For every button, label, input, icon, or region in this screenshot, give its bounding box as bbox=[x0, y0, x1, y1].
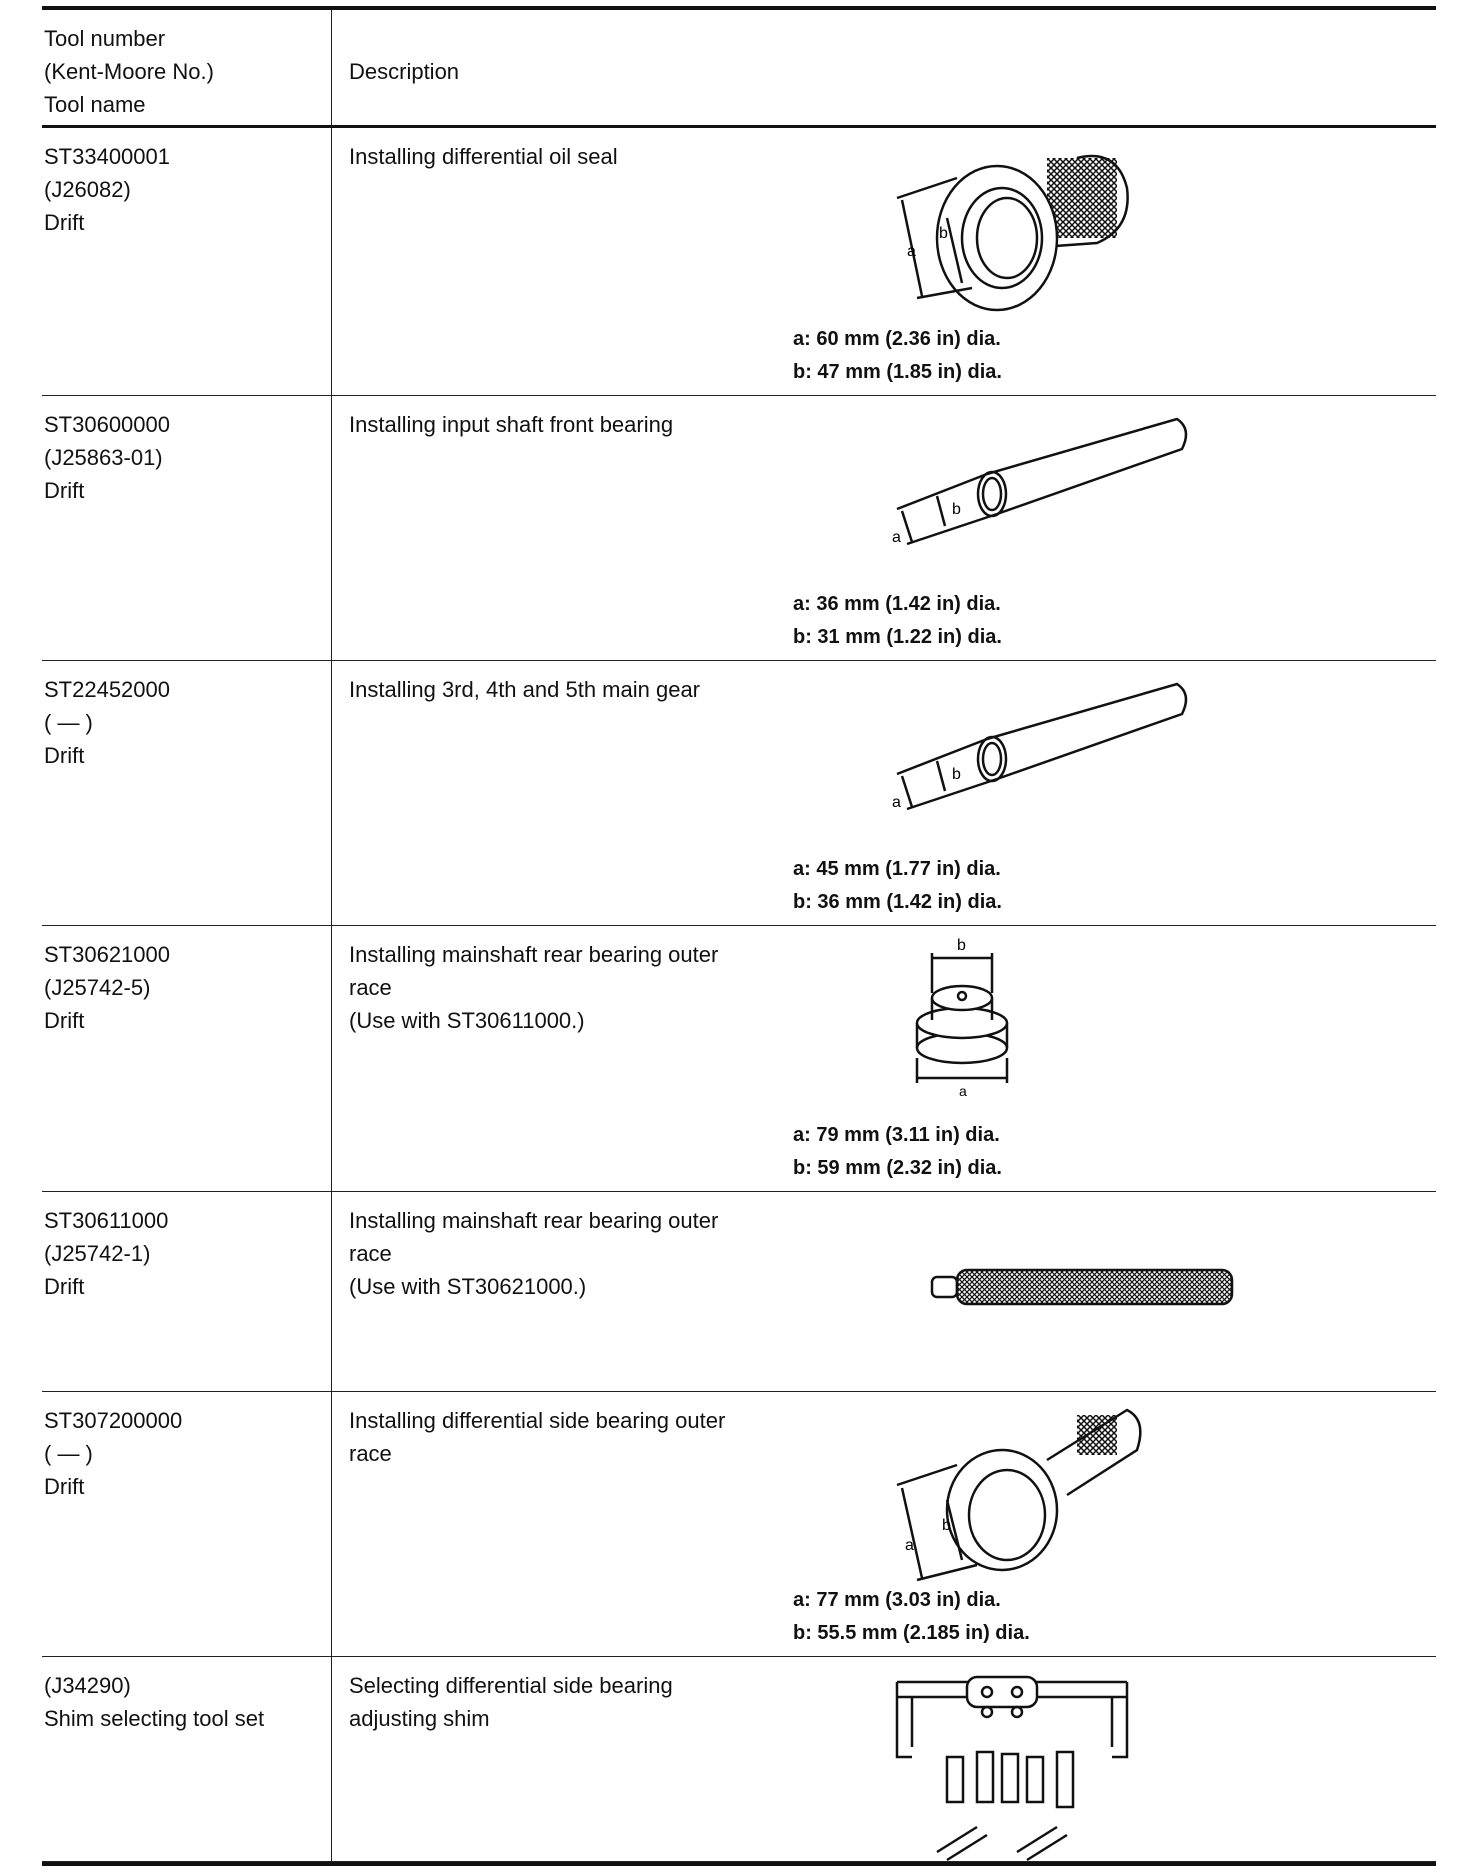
dimension-line: a: 45 mm (1.77 in) dia. bbox=[793, 858, 1001, 880]
tool-name: Drift bbox=[44, 1008, 85, 1033]
dimensions bbox=[793, 1584, 1030, 1650]
description-line: Installing mainshaft rear bearing outer bbox=[349, 1208, 719, 1233]
tool-name: Shim selecting tool set bbox=[44, 1706, 265, 1731]
svg-text:b: b bbox=[942, 1517, 951, 1534]
description-line: (Use with ST30611000.) bbox=[349, 1008, 585, 1033]
dimension-line: a: 60 mm (2.36 in) dia. bbox=[793, 328, 1001, 350]
svg-text:a: a bbox=[907, 243, 916, 260]
dimensions bbox=[793, 588, 1002, 654]
dimension-line: b: 55.5 mm (2.185 in) dia. bbox=[793, 1622, 1030, 1644]
table-row bbox=[42, 1392, 1436, 1657]
kent-moore-number: (J25742-5) bbox=[44, 975, 151, 1000]
description-cell bbox=[332, 396, 1436, 660]
kent-moore-number: (J25742-1) bbox=[44, 1241, 151, 1266]
tool-info bbox=[42, 396, 332, 660]
svg-text:a: a bbox=[959, 1083, 967, 1098]
dimension-line: b: 31 mm (1.22 in) dia. bbox=[793, 626, 1002, 648]
header-label: Tool number bbox=[44, 26, 166, 51]
description-cell bbox=[332, 128, 1436, 395]
tool-name: Drift bbox=[44, 210, 85, 235]
dimension-line: b: 47 mm (1.85 in) dia. bbox=[793, 361, 1002, 383]
description-line: Installing input shaft front bearing bbox=[349, 412, 674, 437]
description-line: race bbox=[349, 975, 392, 1000]
description-line: race bbox=[349, 1441, 392, 1466]
tool-info bbox=[42, 128, 332, 395]
tool-info bbox=[42, 1192, 332, 1391]
knurled-bar-icon bbox=[922, 1262, 1242, 1321]
tool-name: Drift bbox=[44, 743, 85, 768]
bearing-race-drift-icon bbox=[877, 1400, 1167, 1599]
svg-text:b: b bbox=[939, 225, 948, 242]
shim-tool-set-icon bbox=[887, 1662, 1137, 1871]
description-line: race bbox=[349, 1241, 392, 1266]
description-line: (Use with ST30621000.) bbox=[349, 1274, 587, 1299]
dimensions bbox=[793, 1119, 1002, 1185]
description-line: Installing differential side bearing outer bbox=[349, 1408, 726, 1433]
tool-info bbox=[42, 926, 332, 1191]
dimensions bbox=[793, 853, 1002, 919]
dimension-line: b: 59 mm (2.32 in) dia. bbox=[793, 1157, 1002, 1179]
tool-number: ST30600000 bbox=[44, 412, 170, 437]
tool-number: ST22452000 bbox=[44, 677, 170, 702]
tube-drift-icon bbox=[877, 679, 1197, 838]
svg-text:b: b bbox=[952, 501, 961, 518]
kent-moore-number: (J26082) bbox=[44, 177, 131, 202]
tube-drift-icon bbox=[877, 414, 1197, 573]
kent-moore-number: ( — ) bbox=[44, 1441, 93, 1466]
description-cell bbox=[332, 1392, 1436, 1656]
tool-info bbox=[42, 1392, 332, 1656]
tool-number: ST30611000 bbox=[44, 1208, 169, 1233]
tool-name: Drift bbox=[44, 1474, 85, 1499]
header-label: Tool name bbox=[44, 92, 146, 117]
description-line: Installing 3rd, 4th and 5th main gear bbox=[349, 677, 701, 702]
svg-text:a: a bbox=[905, 1537, 914, 1554]
tool-name: Drift bbox=[44, 1274, 85, 1299]
description-cell bbox=[332, 1192, 1436, 1391]
description-cell bbox=[332, 926, 1436, 1191]
header-description bbox=[332, 10, 1436, 125]
header-label: (Kent-Moore No.) bbox=[44, 59, 214, 84]
header-tool-column bbox=[42, 10, 332, 125]
dimension-line: a: 77 mm (3.03 in) dia. bbox=[793, 1589, 1001, 1611]
tool-name: Drift bbox=[44, 478, 85, 503]
table-row bbox=[42, 926, 1436, 1192]
table-row bbox=[42, 661, 1436, 926]
svg-text:b: b bbox=[952, 766, 961, 783]
tool-number: ST307200000 bbox=[44, 1408, 183, 1433]
svg-text:a: a bbox=[892, 529, 901, 546]
special-tools-table bbox=[42, 6, 1436, 1866]
tool-number: ST33400001 bbox=[44, 144, 170, 169]
oil-seal-drift-icon bbox=[877, 138, 1137, 327]
dimension-line: a: 36 mm (1.42 in) dia. bbox=[793, 593, 1001, 615]
description-cell bbox=[332, 661, 1436, 925]
stepped-drift-icon bbox=[902, 938, 1022, 1107]
tool-info bbox=[42, 1657, 332, 1861]
dimension-line: a: 79 mm (3.11 in) dia. bbox=[793, 1124, 1000, 1146]
description-line: Selecting differential side bearing bbox=[349, 1673, 673, 1698]
table-row bbox=[42, 396, 1436, 661]
description-cell bbox=[332, 1657, 1436, 1861]
table-header bbox=[42, 10, 1436, 128]
description-line: Installing mainshaft rear bearing outer bbox=[349, 942, 719, 967]
table-row bbox=[42, 128, 1436, 396]
description-line: Installing differential oil seal bbox=[349, 144, 618, 169]
dimensions bbox=[793, 323, 1002, 389]
kent-moore-number: ( — ) bbox=[44, 710, 93, 735]
svg-text:a: a bbox=[892, 794, 901, 811]
header-label: Description bbox=[349, 59, 460, 84]
dimension-line: b: 36 mm (1.42 in) dia. bbox=[793, 891, 1002, 913]
svg-text:b: b bbox=[957, 938, 966, 954]
tool-info bbox=[42, 661, 332, 925]
kent-moore-number: (J34290) bbox=[44, 1673, 131, 1698]
kent-moore-number: (J25863-01) bbox=[44, 445, 163, 470]
table-row bbox=[42, 1657, 1436, 1862]
description-line: adjusting shim bbox=[349, 1706, 490, 1731]
table-row bbox=[42, 1192, 1436, 1392]
tool-number: ST30621000 bbox=[44, 942, 170, 967]
